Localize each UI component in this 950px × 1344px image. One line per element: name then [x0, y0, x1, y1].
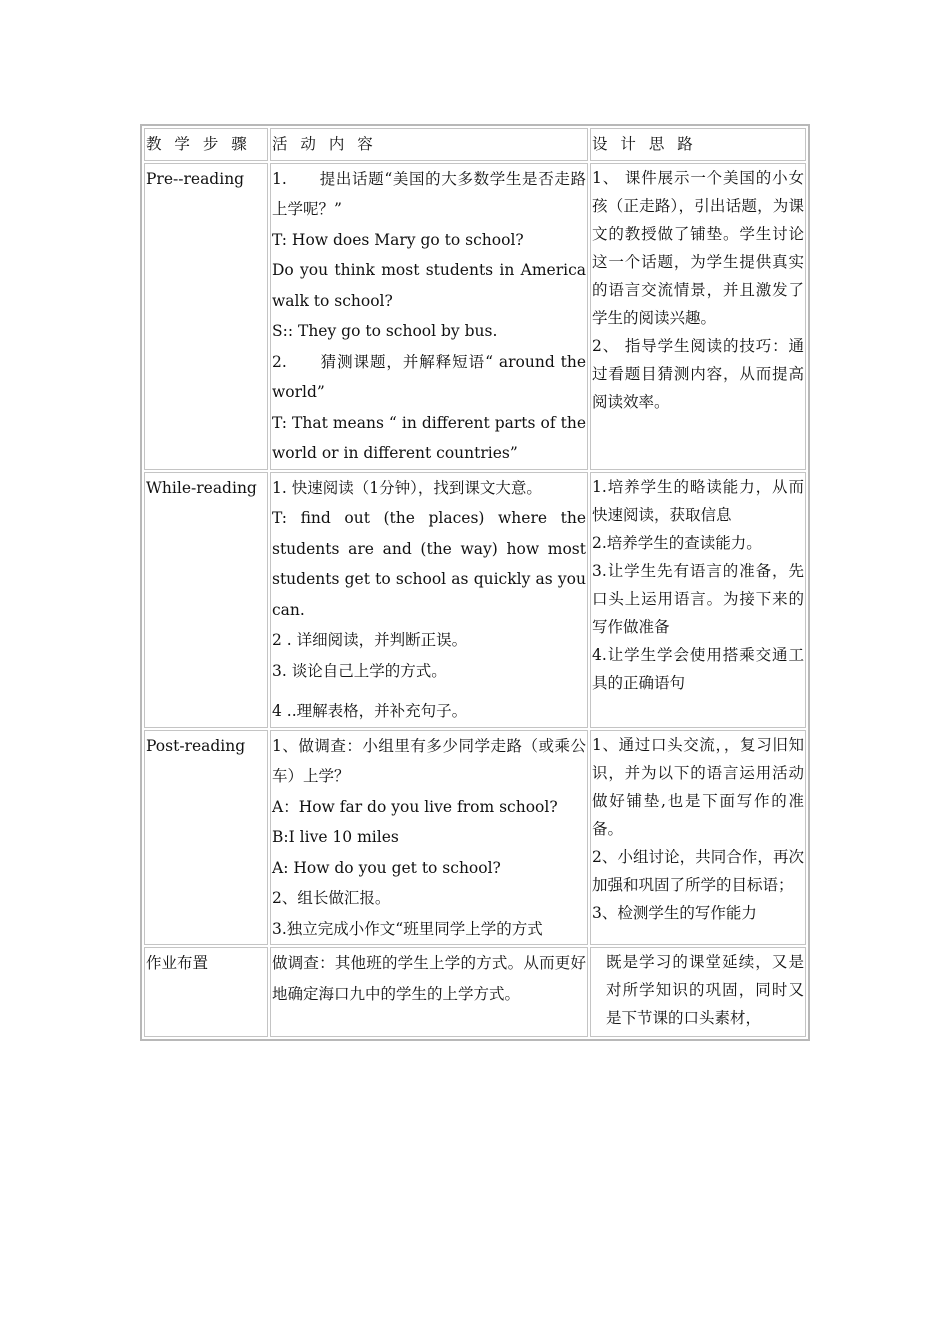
- spacer: [272, 686, 586, 696]
- activity-line: B:I live 10 miles: [272, 828, 399, 846]
- design-line: 3.让学生先有语言的准备，先口头上运用语言。为接下来的写作做准备: [592, 561, 804, 636]
- design-line: 3、检测学生的写作能力: [592, 903, 757, 922]
- design-line: 1.培养学生的略读能力，从而快速阅读，获取信息: [592, 477, 804, 524]
- design-line: 2、小组讨论，共同合作，再次加强和巩固了所学的目标语；: [592, 847, 804, 894]
- activities-cell: [270, 472, 588, 728]
- design-cell: [590, 472, 806, 728]
- activity-line: 1、做调查：小组里有多少同学走路（或乘公车）上学？: [272, 736, 586, 785]
- activity-line: 1. 快速阅读（1分钟），找到课文大意。: [272, 478, 542, 497]
- activity-line: T: How does Mary go to school?: [272, 230, 524, 249]
- design-cell: [590, 163, 806, 470]
- table-row: [144, 730, 806, 946]
- activity-line: T: That means “ in different parts of the world or in different countries”: [272, 413, 586, 462]
- activities-cell: [270, 163, 588, 470]
- table-row: [144, 947, 806, 1037]
- design-line: 2、 指导学生阅读的技巧：通过看题目猜测内容，从而提高阅读效率。: [592, 336, 804, 411]
- activity-line: 2. 猜测课题，并解释短语“ around the world”: [272, 352, 586, 401]
- activity-line: T: find out (the places) where the students are and (the way) how most students get to school as quickly as you can.: [272, 509, 586, 619]
- header-activities: 活 动 内 容: [270, 128, 588, 161]
- activity-line: 做调查：其他班的学生上学的方式。从而更好地确定海口九中的学生的上学方式。: [272, 954, 586, 1003]
- activity-line: 4 ..理解表格，并补充句子。: [272, 702, 468, 720]
- step-cell: 作业布置: [144, 947, 268, 1037]
- header-design: 设 计 思 路: [590, 128, 806, 161]
- header-row: [144, 128, 806, 161]
- activities-cell: [270, 947, 588, 1037]
- design-cell: [590, 730, 806, 946]
- activity-line: Do you think most students in America walk to school?: [272, 261, 586, 310]
- design-line: 4.让学生学会使用搭乘交通工具的正确语句: [592, 645, 804, 692]
- activity-line: 3. 谈论自己上学的方式。: [272, 661, 447, 680]
- design-line: 2.培养学生的查读能力。: [592, 533, 762, 552]
- design-line: 既是学习的课堂延续，又是对所学知识的巩固，同时又是下节课的口头素材，: [606, 953, 804, 1027]
- activity-line: 1. 提出话题“美国的大多数学生是否走路上学呢？”: [272, 169, 586, 218]
- lesson-plan-grid: [142, 126, 808, 1039]
- step-cell: While-reading: [144, 472, 268, 728]
- table-row: [144, 163, 806, 470]
- design-cell: [590, 947, 806, 1037]
- table-row: [144, 472, 806, 728]
- design-line: 1、通过口头交流，，复习旧知识，并为以下的语言运用活动做好铺垫,也是下面写作的准备。: [592, 735, 804, 838]
- step-cell: Post-reading: [144, 730, 268, 946]
- activity-line: A：How far do you live from school?: [272, 797, 558, 816]
- activity-line: A: How do you get to school?: [272, 858, 501, 877]
- activity-line: 2 . 详细阅读，并判断正误。: [272, 631, 468, 649]
- activity-line: 3.独立完成小作文“班里同学上学的方式: [272, 919, 543, 938]
- header-step: 教 学 步 骤: [144, 128, 268, 161]
- step-cell: Pre--reading: [144, 163, 268, 470]
- lesson-plan-table: [140, 124, 810, 1041]
- activity-line: 2、组长做汇报。: [272, 889, 391, 907]
- design-line: 1、 课件展示一个美国的小女孩（正走路），引出话题，为课文的教授做了铺垫。学生讨论这一个话题，为学生提供真实的语言交流情景，并且激发了学生的阅读兴趣。: [592, 168, 804, 327]
- activities-cell: [270, 730, 588, 946]
- activity-line: S:: They go to school by bus.: [272, 322, 498, 340]
